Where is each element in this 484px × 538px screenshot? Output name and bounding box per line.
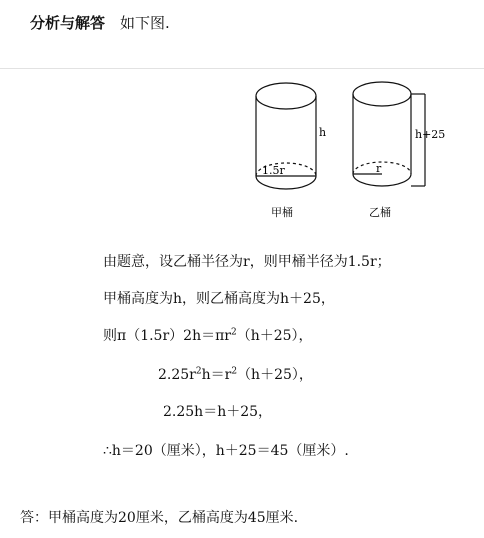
- solution-line-2: 甲桶高度为h，则乙桶高度为h＋25，: [103, 291, 335, 307]
- right-cylinder-caption: 乙桶: [369, 206, 391, 219]
- left-cylinder-caption: 甲桶: [271, 206, 293, 219]
- solution-line-3: [103, 327, 313, 345]
- left-radius-label: 1.5r: [262, 164, 285, 177]
- line3-superscript: 2: [230, 327, 237, 338]
- line3-part-a: 则π（1.5r）2h＝πr: [103, 328, 231, 344]
- line4-part-b: h＝r: [201, 367, 232, 383]
- solution-line-6: ∴h＝20（厘米），h＋25＝45（厘米）.: [103, 443, 349, 459]
- solution-line-4: [158, 366, 313, 384]
- section-title: 分析与解答: [30, 14, 106, 32]
- final-answer: 答：甲桶高度为20厘米，乙桶高度为45厘米.: [20, 510, 299, 526]
- line4-part-a: 2.25r: [158, 367, 196, 383]
- line4-part-c: （h＋25），: [237, 367, 313, 383]
- right-height-label: h+25: [415, 128, 446, 141]
- right-radius-label: r: [376, 162, 382, 175]
- left-height-label: h: [319, 126, 327, 139]
- solution-line-1: 由题意，设乙桶半径为r，则甲桶半径为1.5r；: [103, 254, 391, 270]
- solution-line-5: 2.25h＝h＋25，: [163, 404, 273, 420]
- line4-superscript-2: 2: [231, 366, 238, 377]
- section-intro-text: 如下图.: [120, 14, 170, 32]
- line4-superscript-1: 2: [195, 366, 202, 377]
- line3-part-b: （h＋25），: [236, 328, 313, 344]
